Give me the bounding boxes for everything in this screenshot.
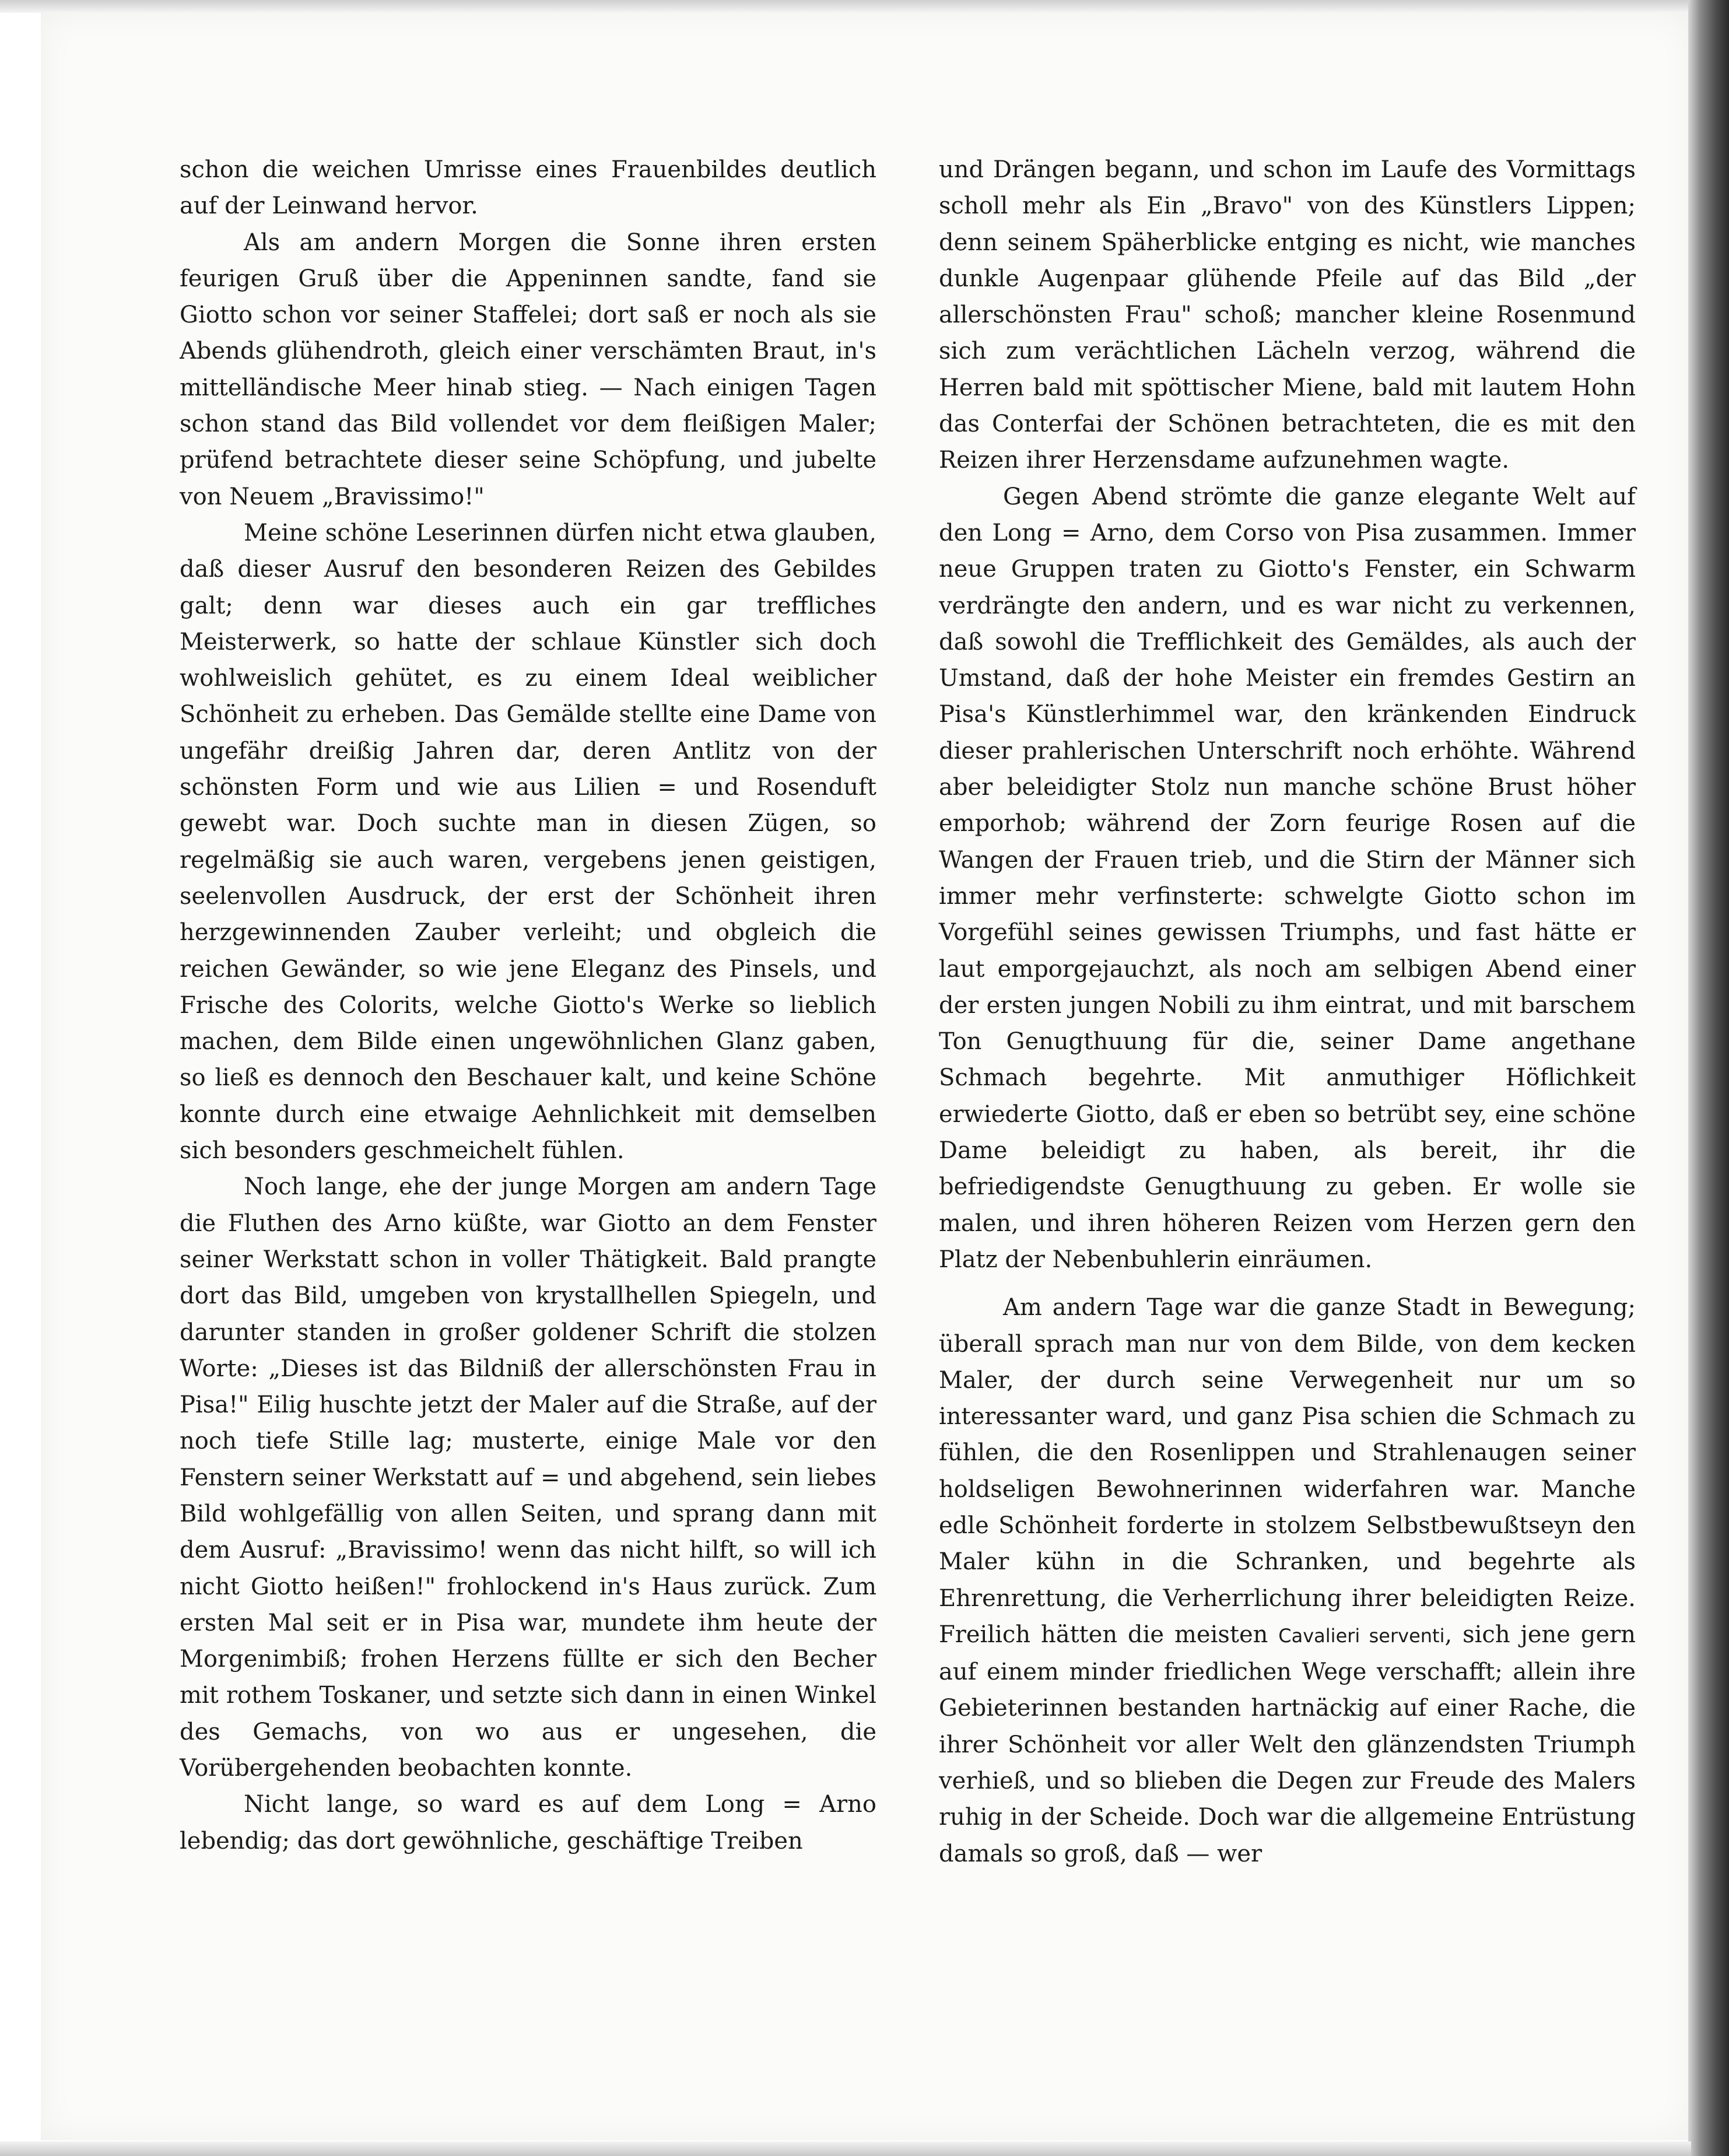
scan-bottom-edge — [0, 2141, 1691, 2156]
foreign-term: Cavalieri serventi — [1278, 1624, 1445, 1647]
paragraph: schon die weichen Umrisse eines Frauenbildes deutlich auf der Leinwand hervor. — [180, 156, 876, 220]
paragraph: Meine schöne Leserinnen dürfen nicht etwa glauben, daß dieser Ausruf den besonderen Reizen des Gebildes galt; denn war dieses auch ein gar treffliches Meisterwerk, so hatte der schlaue Künstler sich doch wohlweislich gehütet, es zu einem Ideal weiblicher Schönheit zu erheben. Das Gemälde stellte eine Dame von ungefähr dreißig Jahren dar, deren Antlitz von der schönsten Form und wie aus Lilien = und Rosenduft gewebt war. Doch suchte man in diesen Zügen, so regelmäßig sie auch waren, vergebens jenen geistigen, seelenvollen Ausdruck, der erst der Schönheit ihren herzgewinnenden Zauber verleiht; und obgleich die reichen Gewänder, so wie jene Eleganz des Pinsels, und Frische des Colorits, welche Giotto's Werke so lieblich machen, dem Bilde einen ungewöhnlichen Glanz gaben, so ließ es dennoch den Beschauer kalt, und keine Schöne konnte durch eine etwaige Aehnlichkeit mit demselben sich besonders geschmeichelt fühlen. — [180, 519, 876, 1165]
scan-top-edge — [0, 0, 1691, 13]
paragraph: Noch lange, ehe der junge Morgen am andern Tage die Fluthen des Arno küßte, war Giotto an dem Fenster seiner Werkstatt schon in voller Thätigkeit. Bald prangte dort das Bild, umgeben von krystallhellen Spiegeln, und darunter standen in großer goldener Schrift die stolzen Worte: „Dieses ist das Bildniß der allerschönsten Frau in Pisa!" Eilig huschte jetzt der Maler auf die Straße, auf der noch tiefe Stille lag; musterte, einige Male vor den Fenstern seiner Werkstatt auf = und abgehend, sein liebes Bild wohlgefällig von allen Seiten, und sprang dann mit dem Ausruf: „Bravissimo! wenn das nicht hilft, so will ich nicht Giotto heißen!" frohlockend in's Haus zurück. Zum ersten Mal seit er in Pisa war, mundete ihm heute der Morgenimbiß; frohen Herzens füllte er sich den Becher mit rothem Toskaner, und setzte sich dann in einen Winkel des Gemachs, von wo aus er ungesehen, die Vorübergehenden beobachten konnte. — [180, 1173, 876, 1782]
left-text-column — [180, 152, 876, 1859]
paragraph: und Drängen begann, und schon im Laufe des Vormittags scholl mehr als Ein „Bravo" von des Künstlers Lippen; denn seinem Späherblicke entging es nicht, wie manches dunkle Augenpaar glühende Pfeile auf das Bild „der allerschönsten Frau" schoß; mancher kleine Rosenmund sich zum verächtlichen Lächeln verzog, während die Herren bald mit spöttischer Miene, bald mit lautem Hohn das Conterfai der Schönen betrachteten, die es mit den Reizen ihrer Herzensdame aufzunehmen wagte. — [939, 156, 1636, 474]
book-spine-shadow — [1688, 0, 1729, 2156]
paragraph: Nicht lange, so ward es auf dem Long = Arno lebendig; das dort gewöhnliche, geschäftige Treiben — [180, 1791, 876, 1854]
paragraph: Gegen Abend strömte die ganze elegante Welt auf den Long = Arno, dem Corso von Pisa zusammen. Immer neue Gruppen traten zu Giotto's Fenster, ein Schwarm verdrängte den andern, und es war nicht zu verkennen, daß sowohl die Trefflichkeit des Gemäldes, als auch der Umstand, daß der hohe Meister ein fremdes Gestirn an Pisa's Künstlerhimmel war, den kränkenden Eindruck dieser prahlerischen Unterschrift noch erhöhte. Während aber beleidigter Stolz nun manche schöne Brust höher emporhob; während der Zorn feurige Rosen auf die Wangen der Frauen trieb, und die Stirn der Männer sich immer mehr verfinsterte: schwelgte Giotto schon im Vorgefühl seines gewissen Triumphs, und fast hätte er laut emporgejauchzt, als noch am selbigen Abend einer der ersten jungen Nobili zu ihm eintrat, und mit barschem Ton Genugthuung für die, seiner Dame angethane Schmach begehrte. Mit anmuthiger Höflichkeit erwiederte Giotto, daß er eben so betrübt sey, eine schöne Dame beleidigt zu haben, als bereit, ihr die befriedigendste Genugthuung zu geben. Er wolle sie malen, und ihren höheren Reizen vom Herzen gern den Platz der Nebenbuhlerin einräumen. — [939, 483, 1636, 1273]
paragraph-text: Am andern Tage war die ganze Stadt in Bewegung; überall sprach man nur von dem Bilde, von dem kecken Maler, der durch seine Verwegenheit nur um so interessanter ward, und ganz Pisa schien die Schmach zu fühlen, die den Rosenlippen und Strahlenaugen seiner holdseligen Bewohnerinnen widerfahren war. Manche edle Schönheit forderte in stolzem Selbstbewußtseyn den Maler kühn in die Schranken, und begehrte als Ehrenrettung, die Verherrlichung ihrer beleidigten Reize. Freilich hätten die meisten — [939, 1294, 1636, 1648]
paragraph-text: , sich jene gern auf einem minder friedlichen Wege verschafft; allein ihre Gebieterinnen bestanden hartnäckig auf einer Rache, die ihrer Schönheit vor aller Welt den glänzendsten Triumph verhieß, und so blieben die Degen zur Freude des Malers ruhig in der Scheide. Doch war die allgemeine Entrüstung damals so groß, daß — wer — [939, 1621, 1636, 1867]
right-text-column — [939, 152, 1636, 1872]
paragraph: Als am andern Morgen die Sonne ihren ersten feurigen Gruß über die Appeninnen sandte, fand sie Giotto schon vor seiner Staffelei; dort saß er noch als sie Abends glühendroth, gleich einer verschämten Braut, in's mittelländische Meer hinab stieg. — Nach einigen Tagen schon stand das Bild vollendet vor dem fleißigen Maler; prüfend betrachtete dieser seine Schöpfung, und jubelte von Neuem „Bravissimo!" — [180, 229, 876, 510]
paragraph — [939, 1289, 1636, 1872]
